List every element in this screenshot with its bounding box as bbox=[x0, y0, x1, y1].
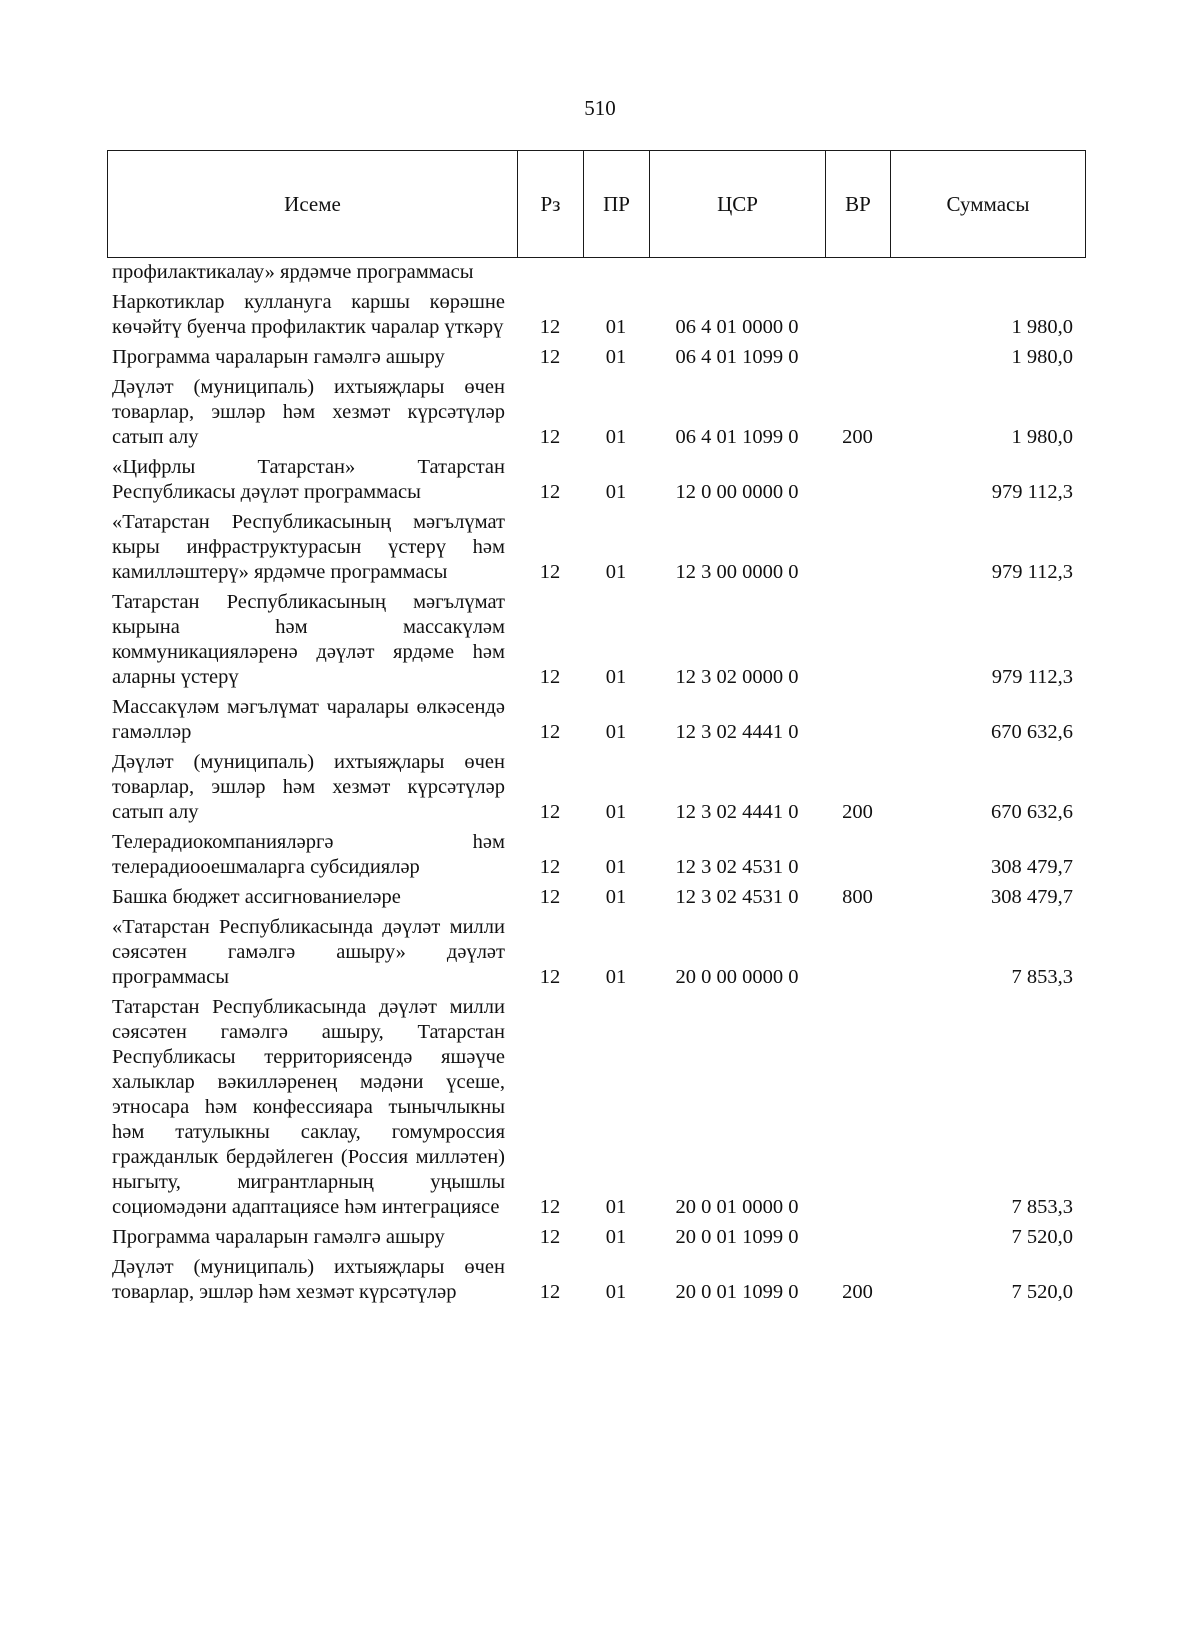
cell-vr bbox=[825, 915, 890, 995]
cell-sum: 1 980,0 bbox=[1011, 426, 1073, 448]
cell-name: Башка бюджет ассигнованиеләре bbox=[112, 886, 401, 908]
cell-pr: 01 bbox=[605, 966, 627, 988]
cell-csr: 12 3 02 4531 0 bbox=[675, 886, 799, 908]
cell-vr bbox=[825, 260, 890, 290]
cell-sum: 7 520,0 bbox=[1011, 1281, 1073, 1303]
cell-rz: 12 bbox=[539, 886, 561, 908]
cell-name: Дәүләт (муниципаль) ихтыяҗлары өчен товарлар, эшләр һәм хезмәт күрсәтүләр bbox=[112, 1256, 505, 1303]
cell-csr: 12 3 02 4441 0 bbox=[675, 721, 799, 743]
cell-vr bbox=[825, 590, 890, 695]
cell-rz: 12 bbox=[539, 561, 561, 583]
cell-csr: 20 0 01 1099 0 bbox=[675, 1281, 799, 1303]
cell-rz: 12 bbox=[539, 1196, 561, 1218]
column-header-csr: ЦСР bbox=[650, 151, 826, 258]
table-row bbox=[107, 1255, 1085, 1310]
cell-csr: 12 0 00 0000 0 bbox=[675, 481, 799, 503]
column-header-pr: ПР bbox=[584, 151, 650, 258]
cell-rz bbox=[517, 260, 583, 290]
table-row bbox=[107, 695, 1085, 750]
cell-csr: 20 0 01 1099 0 bbox=[675, 1226, 799, 1248]
budget-table bbox=[107, 260, 1085, 1310]
table-row bbox=[107, 915, 1085, 995]
cell-sum: 1 980,0 bbox=[1011, 316, 1073, 338]
cell-sum: 979 112,3 bbox=[991, 561, 1073, 583]
cell-rz: 12 bbox=[539, 316, 561, 338]
cell-name: профилактикалау» ярдәмче программасы bbox=[112, 261, 474, 283]
cell-rz: 12 bbox=[539, 1226, 561, 1248]
table-row bbox=[107, 885, 1085, 915]
cell-rz: 12 bbox=[539, 426, 561, 448]
column-header-vr: ВР bbox=[826, 151, 891, 258]
cell-name: Массакүләм мәгълүмат чаралары өлкәсендә гамәлләр bbox=[112, 696, 505, 743]
table-row bbox=[107, 290, 1085, 345]
cell-sum: 7 853,3 bbox=[1011, 966, 1073, 988]
cell-csr: 20 0 00 0000 0 bbox=[675, 966, 799, 988]
table-row bbox=[107, 995, 1085, 1225]
table-row bbox=[107, 830, 1085, 885]
cell-vr bbox=[825, 510, 890, 590]
page-number: 510 bbox=[584, 96, 616, 120]
cell-pr: 01 bbox=[605, 561, 627, 583]
table-row bbox=[107, 260, 1085, 290]
cell-vr bbox=[825, 995, 890, 1225]
cell-sum: 308 479,7 bbox=[991, 886, 1073, 908]
cell-pr: 01 bbox=[605, 346, 627, 368]
cell-sum: 979 112,3 bbox=[991, 666, 1073, 688]
cell-name: Программа чараларын гамәлгә ашыру bbox=[112, 346, 445, 368]
cell-rz: 12 bbox=[539, 966, 561, 988]
cell-pr: 01 bbox=[605, 666, 627, 688]
cell-name: Программа чараларын гамәлгә ашыру bbox=[112, 1226, 445, 1248]
table-row bbox=[107, 750, 1085, 830]
cell-sum: 308 479,7 bbox=[991, 856, 1073, 878]
table-row bbox=[107, 590, 1085, 695]
cell-vr: 200 bbox=[842, 801, 873, 823]
cell-name: Телерадиокомпанияләргә һәм телерадиооешмаларга субсидияләр bbox=[112, 831, 505, 878]
column-header-name: Исеме bbox=[108, 151, 518, 258]
cell-pr: 01 bbox=[605, 1226, 627, 1248]
cell-name: Татарстан Республикасында дәүләт милли сәясәтен гамәлгә ашыру, Татарстан Республикасы территориясендә яшәүче халыклар вәкилләренең мәдәни үсеше, этносара һәм конфессияара тынычлыкны һәм татулыкны саклау, гомумроссия гражданлык бердәйлеген (Россия милләтен) ныгыту, мигрантларның уңышлы социомәдәни адаптациясе һәм интеграциясе bbox=[112, 996, 505, 1218]
table-row bbox=[107, 455, 1085, 510]
cell-csr: 12 3 00 0000 0 bbox=[675, 561, 799, 583]
cell-rz: 12 bbox=[539, 481, 561, 503]
cell-pr: 01 bbox=[605, 886, 627, 908]
table-header bbox=[107, 150, 1086, 258]
cell-pr: 01 bbox=[605, 801, 627, 823]
cell-pr: 01 bbox=[605, 1281, 627, 1303]
table-row bbox=[107, 345, 1085, 375]
cell-pr: 01 bbox=[605, 1196, 627, 1218]
table-row bbox=[107, 375, 1085, 455]
cell-csr: 12 3 02 4531 0 bbox=[675, 856, 799, 878]
cell-name: «Цифрлы Татарстан» Татарстан Республикасы дәүләт программасы bbox=[112, 456, 505, 503]
cell-name: Дәүләт (муниципаль) ихтыяҗлары өчен товарлар, эшләр һәм хезмәт күрсәтүләр сатып алу bbox=[112, 376, 505, 448]
cell-pr: 01 bbox=[605, 481, 627, 503]
cell-vr bbox=[825, 695, 890, 750]
cell-rz: 12 bbox=[539, 856, 561, 878]
cell-sum: 7 520,0 bbox=[1011, 1226, 1073, 1248]
cell-name: «Татарстан Республикасында дәүләт милли сәясәтен гамәлгә ашыру» дәүләт программасы bbox=[112, 916, 505, 988]
cell-vr bbox=[825, 830, 890, 885]
cell-sum: 979 112,3 bbox=[991, 481, 1073, 503]
cell-pr: 01 bbox=[605, 426, 627, 448]
cell-csr bbox=[649, 260, 825, 290]
cell-pr: 01 bbox=[605, 856, 627, 878]
cell-vr bbox=[825, 1225, 890, 1255]
cell-sum: 670 632,6 bbox=[991, 721, 1073, 743]
cell-name: Наркотиклар куллануга каршы көрәшне көчәйтү буенча профилактик чаралар үткәрү bbox=[112, 291, 505, 338]
cell-csr: 12 3 02 4441 0 bbox=[675, 801, 799, 823]
cell-pr: 01 bbox=[605, 316, 627, 338]
cell-csr: 12 3 02 0000 0 bbox=[675, 666, 799, 688]
cell-vr bbox=[825, 290, 890, 345]
cell-sum bbox=[890, 260, 1085, 290]
table-body bbox=[107, 260, 1085, 1310]
cell-rz: 12 bbox=[539, 721, 561, 743]
cell-csr: 06 4 01 0000 0 bbox=[675, 316, 799, 338]
table-row bbox=[107, 510, 1085, 590]
cell-rz: 12 bbox=[539, 801, 561, 823]
cell-name: Татарстан Республикасының мәгълүмат кырына һәм массакүләм коммуникацияләренә дәүләт ярдәме һәм аларны үстерү bbox=[112, 591, 505, 688]
cell-sum: 1 980,0 bbox=[1011, 346, 1073, 368]
cell-rz: 12 bbox=[539, 1281, 561, 1303]
cell-pr bbox=[583, 260, 649, 290]
cell-rz: 12 bbox=[539, 666, 561, 688]
column-header-sum: Суммасы bbox=[891, 151, 1086, 258]
cell-name: «Татарстан Республикасының мәгълүмат кыры инфраструктурасын үстерү һәм камилләштерү» ярдәмче программасы bbox=[112, 511, 505, 583]
cell-vr: 200 bbox=[842, 426, 873, 448]
cell-name: Дәүләт (муниципаль) ихтыяҗлары өчен товарлар, эшләр һәм хезмәт күрсәтүләр сатып алу bbox=[112, 751, 505, 823]
cell-vr bbox=[825, 455, 890, 510]
cell-csr: 06 4 01 1099 0 bbox=[675, 346, 799, 368]
cell-vr: 800 bbox=[842, 886, 873, 908]
column-header-rz: Рз bbox=[518, 151, 584, 258]
cell-sum: 7 853,3 bbox=[1011, 1196, 1073, 1218]
cell-rz: 12 bbox=[539, 346, 561, 368]
cell-sum: 670 632,6 bbox=[991, 801, 1073, 823]
cell-csr: 06 4 01 1099 0 bbox=[675, 426, 799, 448]
table-row bbox=[107, 1225, 1085, 1255]
cell-pr: 01 bbox=[605, 721, 627, 743]
cell-vr: 200 bbox=[842, 1281, 873, 1303]
cell-csr: 20 0 01 0000 0 bbox=[675, 1196, 799, 1218]
cell-vr bbox=[825, 345, 890, 375]
